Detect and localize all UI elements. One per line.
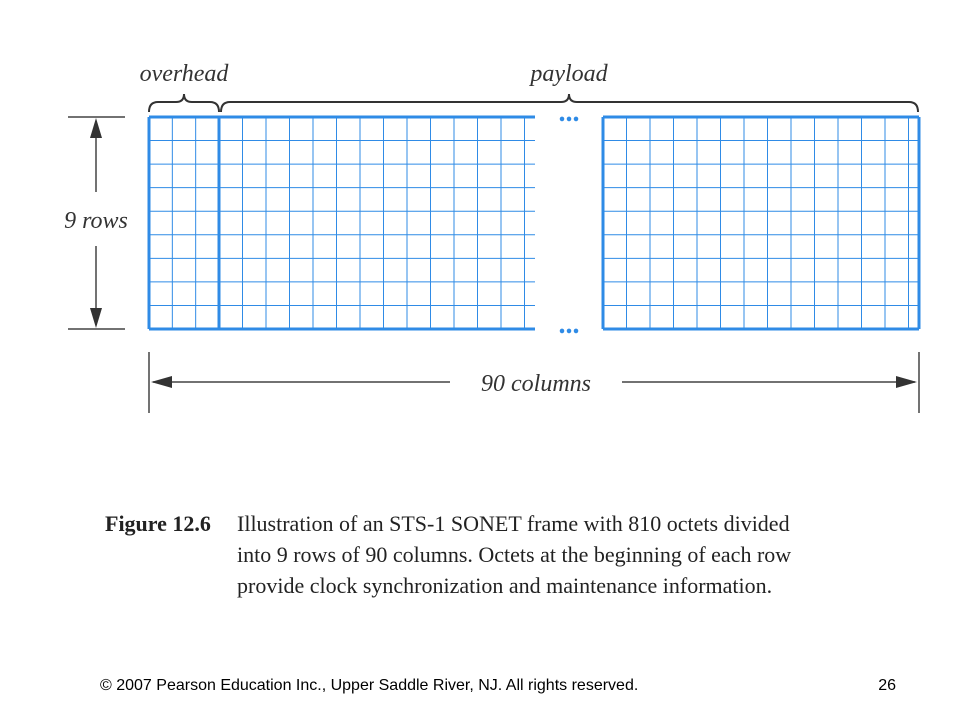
rows-arrowhead-up — [90, 118, 102, 138]
overhead-label: overhead — [139, 61, 229, 87]
top-ellipsis: ... — [558, 97, 580, 128]
figure-caption — [105, 508, 895, 601]
copyright-notice: © 2007 Pearson Education Inc., Upper Saddle River, NJ. All rights reserved. — [100, 677, 639, 694]
rows-arrowhead-down — [90, 308, 102, 328]
caption-line-1: Illustration of an STS-1 SONET frame with 810 octets divided — [237, 511, 790, 536]
columns-arrowhead-right — [896, 376, 917, 388]
caption-line-2: into 9 rows of 90 columns. Octets at the beginning of each row — [237, 542, 792, 567]
frame-grid — [149, 117, 919, 329]
caption-body — [237, 508, 887, 601]
rows-label: 9 rows — [64, 208, 128, 234]
overhead-brace — [149, 94, 219, 112]
caption-line-3: provide clock synchronization and maintenance information. — [237, 573, 773, 598]
columns-arrowhead-left — [151, 376, 172, 388]
columns-label: 90 columns — [481, 371, 591, 397]
payload-label: payload — [530, 61, 608, 87]
bottom-ellipsis: ... — [558, 309, 580, 340]
page-number: 26 — [878, 677, 896, 694]
caption-label: Figure 12.6 — [105, 511, 211, 536]
